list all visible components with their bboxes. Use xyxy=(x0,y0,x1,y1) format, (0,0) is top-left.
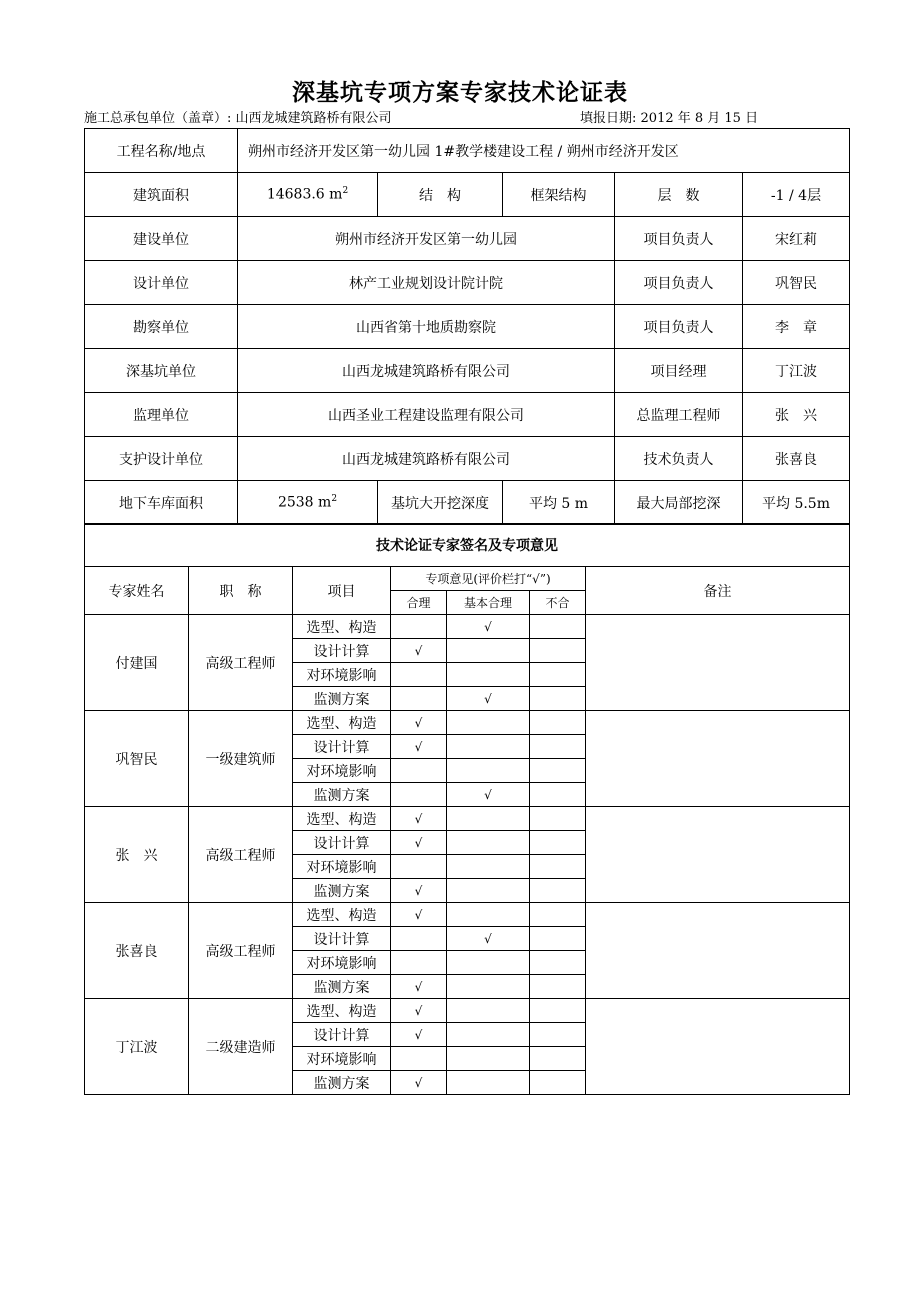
rating-no-cell xyxy=(530,951,586,975)
unit-value: 林产工业规划设计院计院 xyxy=(238,261,615,305)
expert-name: 付建国 xyxy=(85,615,189,711)
rating-basic-cell xyxy=(447,999,530,1023)
rating-no-cell xyxy=(530,711,586,735)
info-table xyxy=(84,128,850,525)
unit-label: 设计单位 xyxy=(85,261,238,305)
role-label: 项目负责人 xyxy=(615,217,743,261)
rating-ok-cell: √ xyxy=(391,1023,447,1047)
item-label: 选型、构造 xyxy=(293,903,391,927)
person-name: 巩智民 xyxy=(743,261,850,305)
contractor-value: 山西龙城建筑路桥有限公司 xyxy=(235,111,392,126)
rating-basic-cell xyxy=(447,1047,530,1071)
unit-value: 山西龙城建筑路桥有限公司 xyxy=(238,349,615,393)
role-label: 项目负责人 xyxy=(615,305,743,349)
unit-row xyxy=(85,217,850,261)
rating-ok-cell: √ xyxy=(391,807,447,831)
rating-no-cell xyxy=(530,783,586,807)
expert-name: 张喜良 xyxy=(85,903,189,999)
rating-no-cell xyxy=(530,687,586,711)
remark-cell xyxy=(586,999,850,1095)
expert-row xyxy=(85,903,850,927)
rating-no-cell xyxy=(530,831,586,855)
rating-no-cell xyxy=(530,663,586,687)
item-label: 监测方案 xyxy=(293,687,391,711)
rating-no-cell xyxy=(530,1047,586,1071)
header-no: 不合 xyxy=(530,591,586,615)
rating-basic-cell xyxy=(447,951,530,975)
rating-no-cell xyxy=(530,975,586,999)
depth-value: 平均 5 m xyxy=(503,481,615,525)
rating-basic-cell xyxy=(447,711,530,735)
item-label: 设计计算 xyxy=(293,639,391,663)
header-opinion: 专项意见(评价栏打“√”) xyxy=(391,567,586,591)
item-label: 监测方案 xyxy=(293,879,391,903)
rating-basic-cell xyxy=(447,807,530,831)
area-label: 建筑面积 xyxy=(85,173,238,217)
header-name: 专家姓名 xyxy=(85,567,189,615)
unit-row xyxy=(85,437,850,481)
item-label: 设计计算 xyxy=(293,1023,391,1047)
expert-title: 高级工程师 xyxy=(189,615,293,711)
rating-basic-cell: √ xyxy=(447,615,530,639)
rating-basic-cell xyxy=(447,855,530,879)
remark-cell xyxy=(586,711,850,807)
rating-ok-cell: √ xyxy=(391,879,447,903)
role-label: 项目经理 xyxy=(615,349,743,393)
rating-ok-cell: √ xyxy=(391,639,447,663)
floors-value: -1 / 4层 xyxy=(743,173,850,217)
unit-label: 勘察单位 xyxy=(85,305,238,349)
garage-label: 地下车库面积 xyxy=(85,481,238,525)
header-ok: 合理 xyxy=(391,591,447,615)
unit-value: 山西圣业工程建设监理有限公司 xyxy=(238,393,615,437)
item-label: 选型、构造 xyxy=(293,615,391,639)
expert-title: 高级工程师 xyxy=(189,903,293,999)
garage-row xyxy=(85,481,850,525)
rating-ok-cell xyxy=(391,783,447,807)
rating-ok-cell xyxy=(391,855,447,879)
contractor-line xyxy=(84,107,392,126)
rating-ok-cell xyxy=(391,951,447,975)
item-label: 选型、构造 xyxy=(293,999,391,1023)
expert-table xyxy=(84,523,850,1095)
person-name: 丁江波 xyxy=(743,349,850,393)
header-title: 职 称 xyxy=(189,567,293,615)
item-label: 对环境影响 xyxy=(293,1047,391,1071)
person-name: 宋红莉 xyxy=(743,217,850,261)
item-label: 监测方案 xyxy=(293,783,391,807)
rating-basic-cell xyxy=(447,735,530,759)
rating-ok-cell: √ xyxy=(391,711,447,735)
rating-basic-cell xyxy=(447,1023,530,1047)
page-title: 深基坑专项方案专家技术论证表 xyxy=(292,80,628,106)
project-row xyxy=(85,129,850,173)
expert-row xyxy=(85,999,850,1023)
project-label: 工程名称/地点 xyxy=(85,129,238,173)
item-label: 设计计算 xyxy=(293,927,391,951)
rating-basic-cell: √ xyxy=(447,927,530,951)
item-label: 对环境影响 xyxy=(293,951,391,975)
expert-name: 丁江波 xyxy=(85,999,189,1095)
rating-no-cell xyxy=(530,807,586,831)
rating-ok-cell xyxy=(391,1047,447,1071)
date-line xyxy=(580,107,758,126)
item-label: 设计计算 xyxy=(293,735,391,759)
contractor-label: 施工总承包单位（盖章）: xyxy=(84,111,232,126)
struct-value: 框架结构 xyxy=(503,173,615,217)
rating-basic-cell xyxy=(447,903,530,927)
item-label: 选型、构造 xyxy=(293,711,391,735)
role-label: 技术负责人 xyxy=(615,437,743,481)
rating-basic-cell xyxy=(447,759,530,783)
unit-row xyxy=(85,261,850,305)
unit-row xyxy=(85,305,850,349)
rating-no-cell xyxy=(530,999,586,1023)
area-value: 14683.6 $m^2$ xyxy=(238,173,378,217)
rating-basic-cell xyxy=(447,639,530,663)
rating-basic-cell xyxy=(447,975,530,999)
item-label: 对环境影响 xyxy=(293,759,391,783)
person-name: 张喜良 xyxy=(743,437,850,481)
item-label: 对环境影响 xyxy=(293,663,391,687)
role-label: 总监理工程师 xyxy=(615,393,743,437)
unit-label: 支护设计单位 xyxy=(85,437,238,481)
remark-cell xyxy=(586,615,850,711)
remark-cell xyxy=(586,903,850,999)
unit-label: 深基坑单位 xyxy=(85,349,238,393)
rating-basic-cell xyxy=(447,1071,530,1095)
rating-no-cell xyxy=(530,855,586,879)
item-label: 设计计算 xyxy=(293,831,391,855)
rating-ok-cell: √ xyxy=(391,735,447,759)
rating-ok-cell xyxy=(391,759,447,783)
rating-no-cell xyxy=(530,879,586,903)
rating-no-cell xyxy=(530,639,586,663)
date-label: 填报日期: xyxy=(580,111,637,126)
expert-row xyxy=(85,807,850,831)
rating-ok-cell: √ xyxy=(391,975,447,999)
max-depth-label: 最大局部挖深 xyxy=(615,481,743,525)
expert-name: 巩智民 xyxy=(85,711,189,807)
item-label: 选型、构造 xyxy=(293,807,391,831)
rating-ok-cell xyxy=(391,615,447,639)
role-label: 项目负责人 xyxy=(615,261,743,305)
unit-value: 朔州市经济开发区第一幼儿园 xyxy=(238,217,615,261)
rating-ok-cell: √ xyxy=(391,999,447,1023)
unit-value: 山西龙城建筑路桥有限公司 xyxy=(238,437,615,481)
item-label: 监测方案 xyxy=(293,975,391,999)
section-title: 技术论证专家签名及专项意见 xyxy=(85,524,850,567)
person-name: 李 章 xyxy=(743,305,850,349)
expert-title: 高级工程师 xyxy=(189,807,293,903)
depth-label: 基坑大开挖深度 xyxy=(378,481,503,525)
rating-no-cell xyxy=(530,903,586,927)
rating-no-cell xyxy=(530,735,586,759)
rating-no-cell xyxy=(530,1071,586,1095)
rating-no-cell xyxy=(530,759,586,783)
floors-label: 层 数 xyxy=(615,173,743,217)
remark-cell xyxy=(586,807,850,903)
header-basic: 基本合理 xyxy=(447,591,530,615)
area-row xyxy=(85,173,850,217)
unit-label: 监理单位 xyxy=(85,393,238,437)
rating-basic-cell xyxy=(447,879,530,903)
rating-basic-cell: √ xyxy=(447,687,530,711)
date-value: 2012 年 8 月 15 日 xyxy=(640,111,759,126)
rating-basic-cell xyxy=(447,831,530,855)
rating-no-cell xyxy=(530,1023,586,1047)
person-name: 张 兴 xyxy=(743,393,850,437)
project-value: 朔州市经济开发区第一幼儿园 1#教学楼建设工程 / 朔州市经济开发区 xyxy=(238,129,850,173)
item-label: 监测方案 xyxy=(293,1071,391,1095)
rating-ok-cell: √ xyxy=(391,1071,447,1095)
rating-ok-cell xyxy=(391,663,447,687)
unit-row xyxy=(85,393,850,437)
rating-ok-cell xyxy=(391,687,447,711)
expert-row xyxy=(85,711,850,735)
header-remark: 备注 xyxy=(586,567,850,615)
rating-no-cell xyxy=(530,927,586,951)
expert-title: 二级建造师 xyxy=(189,999,293,1095)
struct-label: 结 构 xyxy=(378,173,503,217)
unit-value: 山西省第十地质勘察院 xyxy=(238,305,615,349)
unit-row xyxy=(85,349,850,393)
expert-title: 一级建筑师 xyxy=(189,711,293,807)
rating-no-cell xyxy=(530,615,586,639)
garage-value: 2538 $m^2$ xyxy=(238,481,378,525)
rating-basic-cell: √ xyxy=(447,783,530,807)
header-item: 项目 xyxy=(293,567,391,615)
unit-label: 建设单位 xyxy=(85,217,238,261)
max-depth-value: 平均 5.5m xyxy=(743,481,850,525)
rating-ok-cell: √ xyxy=(391,831,447,855)
expert-row xyxy=(85,615,850,639)
item-label: 对环境影响 xyxy=(293,855,391,879)
expert-name: 张 兴 xyxy=(85,807,189,903)
rating-basic-cell xyxy=(447,663,530,687)
rating-ok-cell: √ xyxy=(391,903,447,927)
rating-ok-cell xyxy=(391,927,447,951)
